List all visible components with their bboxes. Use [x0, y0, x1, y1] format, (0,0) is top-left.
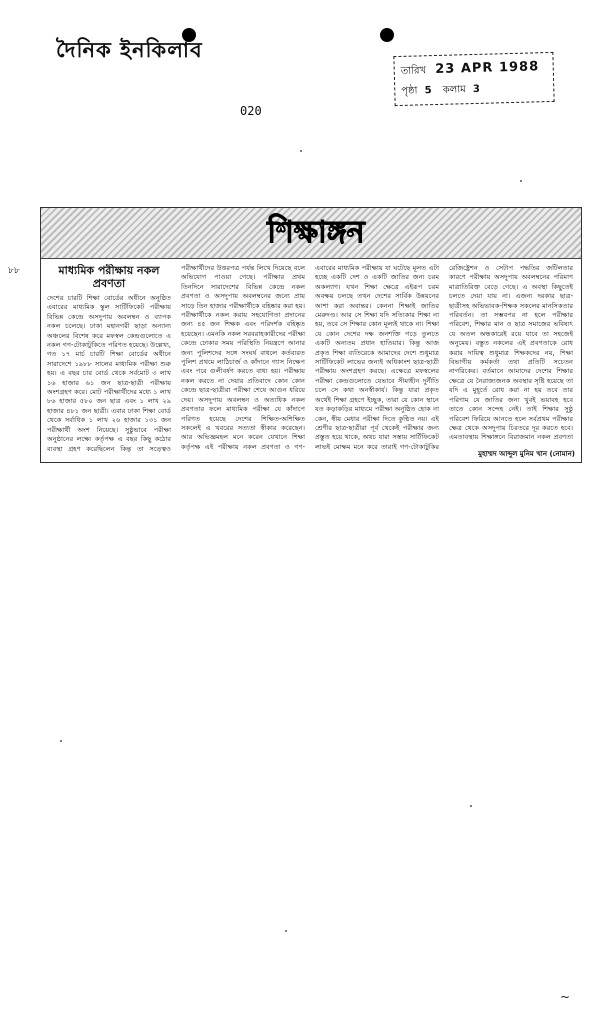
article-column-3 [315, 264, 439, 452]
article-headline: মাধ্যমিক পরীক্ষায় নকল প্রবণতা [58, 264, 160, 290]
article-byline: মুহাম্মদ আব্দুল মুনিম খান (নোমান) [478, 450, 575, 458]
stamp-page-label: পৃষ্ঠা [401, 85, 418, 97]
punch-hole-right [380, 28, 394, 42]
stamp-column: 3 [472, 83, 481, 96]
article-column-1 [47, 264, 171, 452]
article-column-2 [181, 264, 305, 452]
date-stamp [393, 52, 554, 106]
news-clipping [40, 207, 582, 463]
scan-speck [285, 930, 287, 932]
reference-number: 020 [240, 104, 262, 118]
stamp-column-label: কলাম [442, 84, 466, 96]
stamp-date: 23 APR 1988 [435, 59, 540, 78]
stamp-date-label: তারিখ [400, 65, 427, 77]
column-4-text: রেজিষ্ট্রেশন ও সেটাপ পদ্ধতির জটিলতার কারণে পরীক্ষায় অসদুপায় অবলম্বনের পরিমাণ মাত্রাতিরিক্ত বেড়ে গেছে। এ অবস্থা কিছুতেই চলতে দেয়া যায় না। এজন্য দরকার ছাত্র-ছাত্রীসহ অভিভাবক-শিক্ষক সকলের মানসিকতার পরিবর্তন। তা সম্ভবপর না হলে পরীক্ষার পরিবেশ, শিক্ষার মান ও ছাত্র সমাজের ভবিষ্যৎ যে অতল অন্ধকারেই রয়ে যাবে তা সহজেই অনুমেয়। বস্তুত নকলের এই প্রবণতাকে রোধ করার দায়িত্ব শুধুমাত্র শিক্ষকদের নয়, শিক্ষা বিভাগীয় কর্মকর্তা তথা প্রতিটি সচেতন নাগরিকের। বর্তমানে আমাদের দেশের শিক্ষার ক্ষেত্রে যে নৈরাজ্যজনক অবস্থার সৃষ্টি হয়েছে তা যদি এ মুহূর্তে রোধ করা না হয় তবে তার পরিণাম যে জাতির জন্য খুবই ভয়াবহ হবে তাতে কোন সন্দেহ নেই। তাই শিক্ষার সুষ্ঠু পরিবেশ ফিরিয়ে আনতে হলে সর্বপ্রথম পরীক্ষার ক্ষেত্র থেকে অসদুপায় চিরতরে দূর করতে হবে। এমতাবস্থায় শিক্ষাঙ্গনে বিরাজমান নকল প্রবণতা [449, 264, 573, 442]
column-2-text: পরীক্ষার্থীদের উত্তরপত্র পর্যন্ত লিখে দিয়েছে বলে অভিযোগ পাওয়া গেছে। পরীক্ষার প্রথম তিনদিনে সারাদেশের বিভিন্ন কেন্দ্রে নকল প্রবণতা ও অসদুপায় অবলম্বনের জন্যে প্রায় সাড়ে তিন হাজার পরীক্ষার্থীকে বহিষ্কার করা হয়। পরীক্ষার্থীকে নকল করায় সহযোগিতা প্রদানের জন্য ৪৫ জন শিক্ষক এবং পরিদর্শক বহিষ্কৃত হয়েছেন। এমনকি নকল সরবরাহকারীদের পরীক্ষা কেন্দ্রে ঢোকার সময় পরিস্থিতি নিয়ন্ত্রণে আনার জন্য পুলিশদের সঙ্গে সংঘর্ষ বাধলে কর্তব্যরত পুলিশ প্রথমে লাঠিচার্জ ও কাঁদানে গ্যাস নিক্ষেপ এবং পরে গুলীবর্ষণ করতে বাধ্য হয়। পরীক্ষায় নকল করতে না দেয়ার প্রতিবাদে কোন কোন কেন্দ্রে ছাত্র-ছাত্রীরা পরীক্ষা শেষে আগুন ধরিয়ে দেয়। অসদুপায় অবলম্বন ও অত্যধিক নকল প্রবণতার ফলে মাধ্যমিক পরীক্ষা যে কাঁদাপে পরিণত হয়েছে দেশের শিক্ষিত-অশিক্ষিত সকলেই এ খবরের সত্যতা স্বীকার করেছেন। আর অভিজ্ঞমহল মনে করেন যেখানে শিক্ষা কর্তৃপক্ষ এই পরীক্ষায় নকল প্রবণতা ও গণ- [181, 264, 305, 451]
section-title: শিক্ষাঙ্গন [267, 215, 365, 250]
margin-note: ৮৮ [8, 266, 20, 276]
column-1-text: দেশের চারটি শিক্ষা বোর্ডের অধীনে অনুষ্ঠিত এবারের মাধ্যমিক স্কুল সার্টিফিকেট পরীক্ষায় বিভিন্ন কেন্দ্রে অসদুপায় অবলম্বন ও ব্যাপক নকল চলেছে। ঢাকা মহানগরী ছাড়া অন্যান্য অঞ্চলের বিশেষ করে মফস্বল কেন্দ্রগুলোতে এ নকল গণ-টোকাটুকিতে পরিণত হয়েছে। উল্লেখ্য, গত ১৭ মার্চ চারটি শিক্ষা বোর্ডের অধীনে সারাদেশে ১৯৮৮ সালের মাধ্যমিক পরীক্ষা শুরু হয়। এ বছর চার বোর্ড থেকে সর্বমোট ৩ লাখ ১৬ হাজার ৬১ জন ছাত্র-ছাত্রী পরীক্ষায় অংশগ্রহণ করে। মোট পরীক্ষার্থীদের মধ্যে ১ লাখ ৮৬ হাজার ৫৮০ জন ছাত্র এবং ১ লাখ ২৯ হাজার ৪৮১ জন ছাত্রী। এবার ঢাকা শিক্ষা বোর্ড থেকে সর্বাধিক ১ লাখ ২৬ হাজার ১৩১ জন পরীক্ষার্থী অংশ নিয়েছে। সুষ্ঠুভাবে পরীক্ষা অনুষ্ঠানের লক্ষ্যে কর্তৃপক্ষ এ বছর কিছু কঠোর ব্যবস্থা গ্রহণ করেছিলেন কিন্তু তা সত্ত্বেও [47, 294, 171, 452]
stamp-page: 5 [424, 85, 432, 97]
scan-speck [470, 805, 472, 807]
section-banner [41, 208, 581, 259]
article-column-4 [449, 264, 573, 442]
scan-speck [520, 180, 522, 182]
scan-speck [300, 150, 302, 152]
column-3-text: এবারের মাধ্যমিক পরীক্ষায় যা ঘটেছে মূলত এটা হচ্ছে একটি দেশ ও একটি জাতির জন্য চরম অকল্যাণ। যখন শিক্ষা ক্ষেত্রে এইরূপ চরম অবক্ষয় চলছে তখন দেশের সার্বিক উন্নয়নের আশা করা অবান্তর। কেননা শিক্ষাই জাতির মেরুদণ্ড। আর সে শিক্ষা যদি সত্যিকার শিক্ষা না হয়, তবে সে শিক্ষার কোন মূল্যই থাকে না। শিক্ষা যে কোন দেশের দক্ষ জনশক্তি গড়ে তুলতে একটি অন্যতম প্রধান হাতিয়ার। কিন্তু আজ প্রকৃত শিক্ষা ব্যতিরেকে আমাদের দেশে শুধুমাত্র সার্টিফিকেট লাভের জন্যই অধিকাংশ ছাত্র-ছাত্রী পরীক্ষায় অংশগ্রহণ করছে। এক্ষেত্রে মফস্বলের পরীক্ষা কেন্দ্রগুলোতে যেভাবে সীমাহীন দুর্নীতি চলে সে কথা অনস্বীকার্য। কিন্তু যারা প্রকৃত অর্থেই শিক্ষা গ্রহণে ইচ্ছুক, তারা যে কোন স্থানে যত কড়াকড়ির মাধ্যমে পরীক্ষা অনুষ্ঠিত হোক না কেন, স্বীয় মেধার পরীক্ষা দিতে কুণ্ঠিত নয়। এই শ্রেণীর ছাত্র-ছাত্রীরা পূর্ব থেকেই পরীক্ষার জন্য প্রস্তুত হয়ে থাকে, অথচ যারা সস্তায় সার্টিফিকেট লাভই মোক্ষম মনে করে তারাই গণ-টোকাটুকির [315, 264, 439, 451]
scan-speck [60, 740, 62, 742]
newspaper-masthead: দৈনিক ইনকিলাব [56, 38, 203, 62]
corner-mark: ~ [560, 990, 571, 1004]
